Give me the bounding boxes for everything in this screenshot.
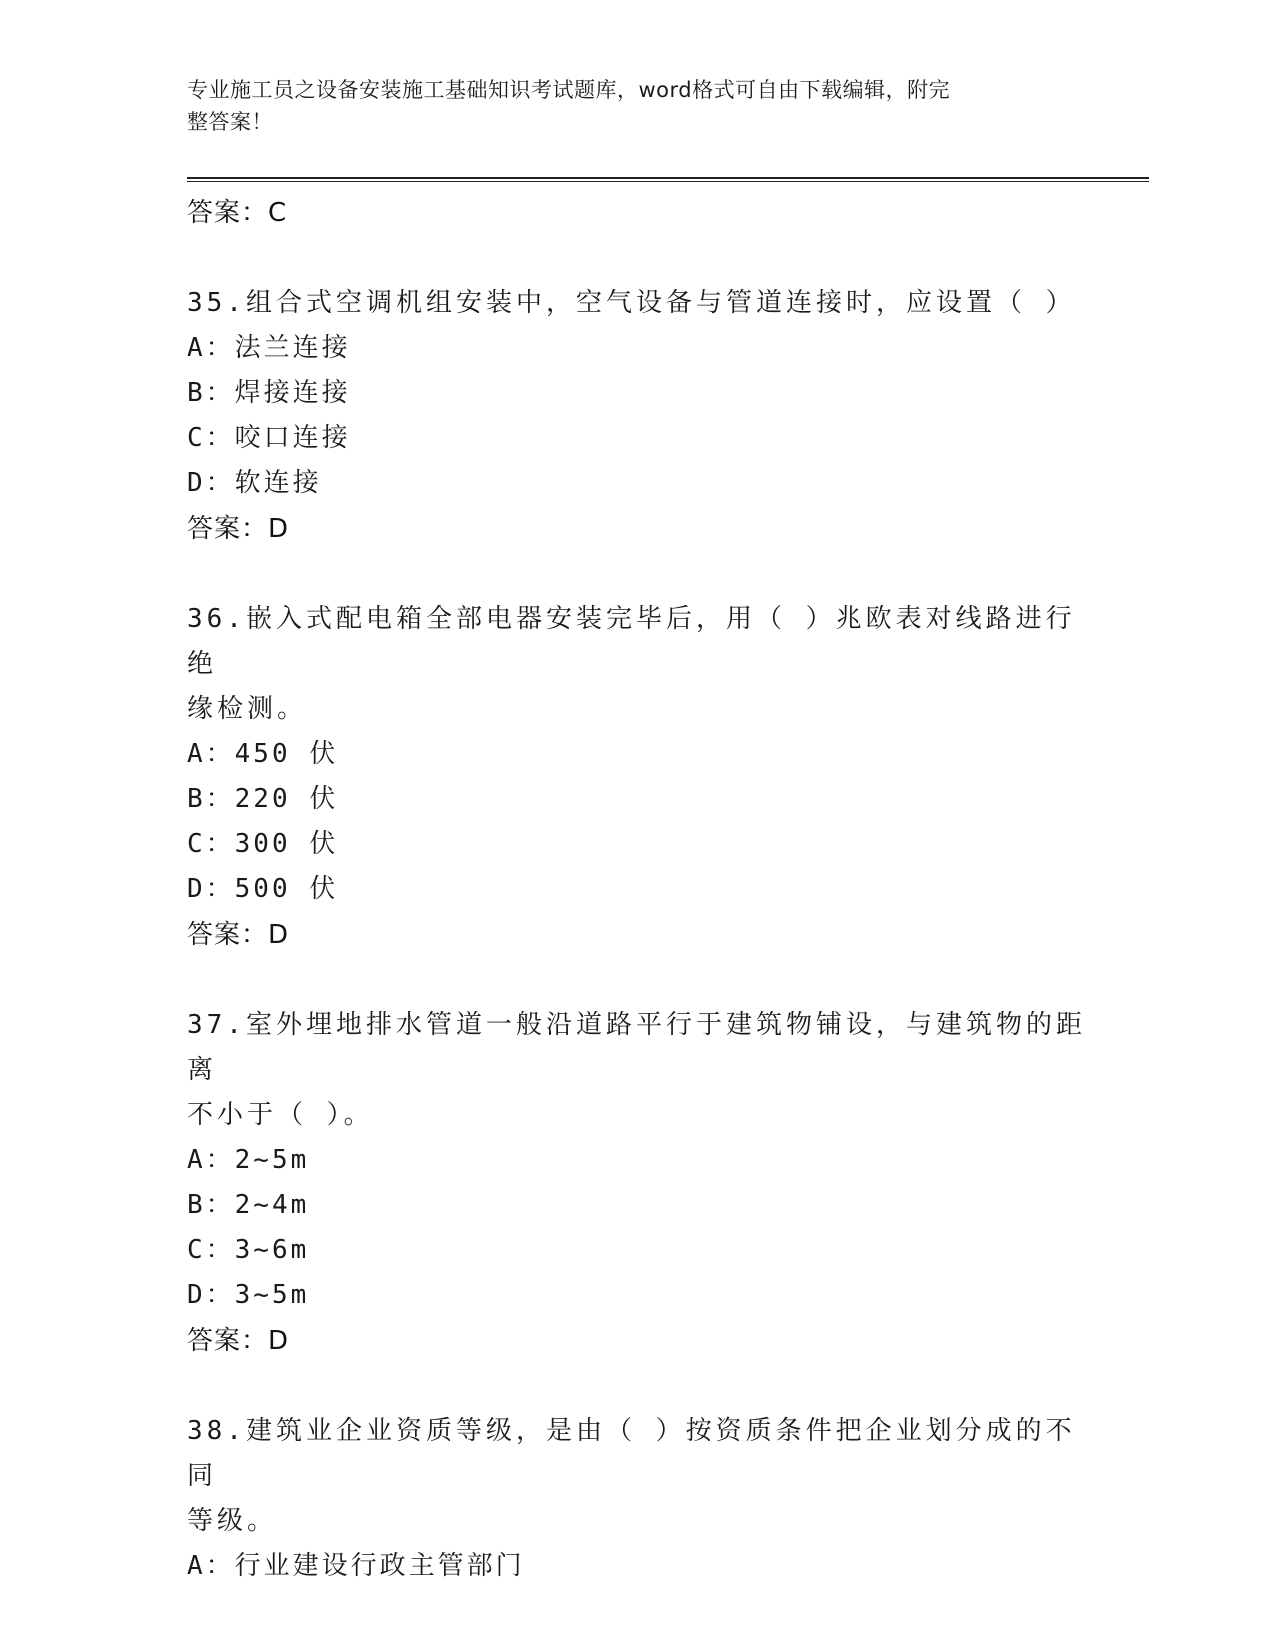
option-d: D：软连接 <box>187 468 322 498</box>
question-stem <box>187 1003 1087 1138</box>
question-stem-line: 不小于（ ）。 <box>187 1100 374 1130</box>
question-35 <box>187 281 1087 552</box>
document-header <box>187 74 1067 138</box>
question-list <box>187 190 1087 1589</box>
question-stem-line: 37.室外埋地排水管道一般沿道路平行于建筑物铺设，与建筑物的距离 <box>187 1010 1086 1085</box>
option-c: C：咬口连接 <box>187 423 351 453</box>
option-b: B：焊接连接 <box>187 378 351 408</box>
question-stem-line: 35.组合式空调机组安装中，空气设备与管道连接时，应设置（ ） <box>187 288 1076 318</box>
option-b: B：220 伏 <box>187 784 339 814</box>
option-a: A：2~5m <box>187 1145 310 1175</box>
answer-line: 答案：D <box>187 920 290 950</box>
question-stem <box>187 597 1087 732</box>
header-line-2: 整答案！ <box>187 110 273 134</box>
option-a: A：450 伏 <box>187 739 339 769</box>
header-divider-thick <box>187 177 1149 179</box>
option-c: C：3~6m <box>187 1235 310 1265</box>
question-stem-line: 36.嵌入式配电箱全部电器安装完毕后，用（ ）兆欧表对线路进行绝 <box>187 604 1076 679</box>
question-36 <box>187 597 1087 958</box>
question-stem-line: 38.建筑业企业资质等级，是由（ ）按资质条件把企业划分成的不同 <box>187 1416 1076 1491</box>
option-d: D：3~5m <box>187 1280 310 1310</box>
option-c: C：300 伏 <box>187 829 339 859</box>
question-38 <box>187 1409 1087 1589</box>
option-a: A：行业建设行政主管部门 <box>187 1551 525 1581</box>
header-line-1: 专业施工员之设备安装施工基础知识考试题库，word格式可自由下载编辑，附完 <box>187 78 951 102</box>
question-stem <box>187 281 1087 326</box>
question-stem-line: 缘检测。 <box>187 694 308 724</box>
answer-line: 答案：C <box>187 198 288 228</box>
answer-line: 答案：D <box>187 1326 290 1356</box>
option-b: B：2~4m <box>187 1190 310 1220</box>
header-divider-thin <box>187 181 1149 182</box>
question-37 <box>187 1003 1087 1364</box>
option-a: A：法兰连接 <box>187 333 351 363</box>
answer-line: 答案：D <box>187 514 290 544</box>
question-stem <box>187 1409 1087 1544</box>
question-stem-line: 等级。 <box>187 1506 278 1536</box>
option-d: D：500 伏 <box>187 874 339 904</box>
